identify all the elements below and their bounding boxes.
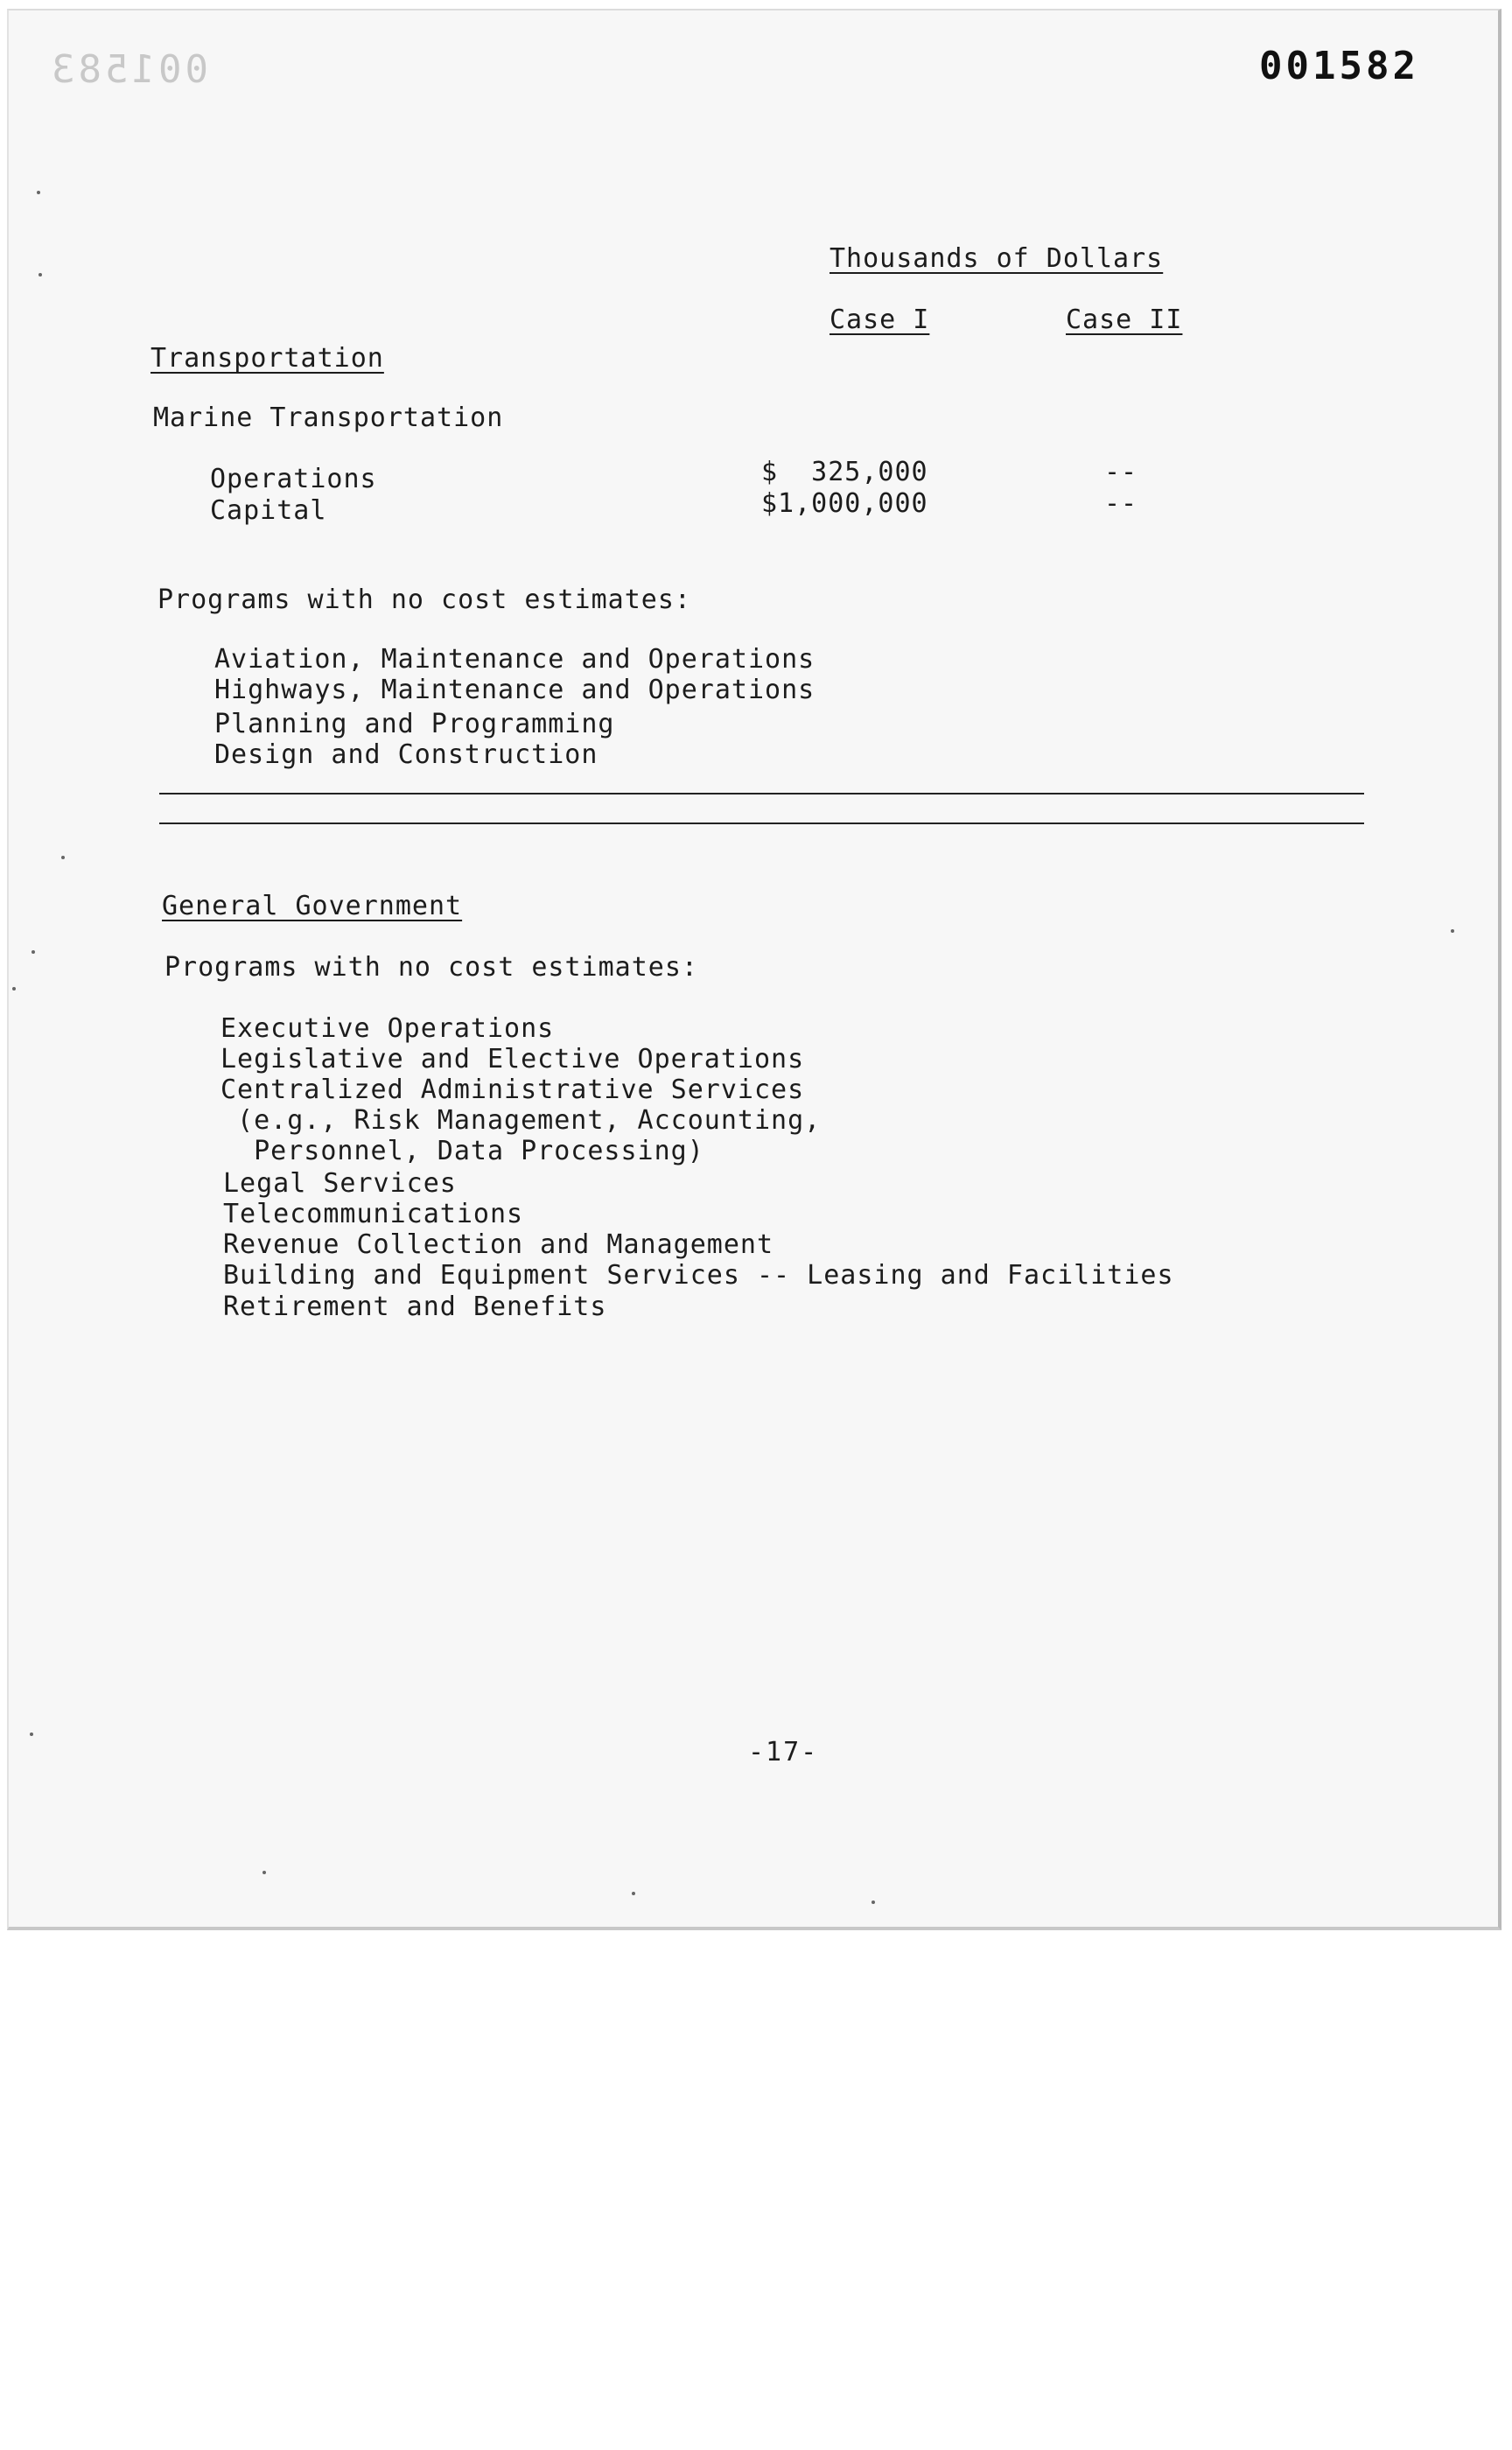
general-government-program: Retirement and Benefits <box>223 1292 607 1322</box>
capital-case-i-value: $1,000,000 <box>761 488 928 519</box>
general-government-heading: General Government <box>162 891 463 921</box>
general-government-program: Telecommunications <box>223 1199 524 1229</box>
general-government-program: (e.g., Risk Management, Accounting, <box>220 1105 822 1136</box>
general-government-program: Executive Operations <box>220 1013 555 1044</box>
capital-label: Capital <box>210 495 327 526</box>
operations-case-ii-value: -- <box>1104 457 1138 487</box>
scan-speck <box>37 191 40 194</box>
capital-case-ii-value: -- <box>1104 488 1138 519</box>
section-divider-rule <box>159 793 1364 794</box>
general-government-program: Revenue Collection and Management <box>223 1229 774 1260</box>
case-i-header: Case I <box>830 304 930 335</box>
general-government-program: Personnel, Data Processing) <box>220 1136 704 1166</box>
section-divider-rule <box>159 822 1364 824</box>
general-government-program: Legislative and Elective Operations <box>220 1044 805 1074</box>
transportation-program: Design and Construction <box>214 739 598 770</box>
scan-speck <box>61 856 65 859</box>
scan-speck <box>30 1732 33 1736</box>
scan-speck <box>632 1892 635 1895</box>
operations-label: Operations <box>210 464 377 494</box>
page-number: -17- <box>748 1737 819 1768</box>
transportation-program: Highways, Maintenance and Operations <box>214 675 816 705</box>
marine-transportation-subheading: Marine Transportation <box>153 402 504 433</box>
transportation-heading: Transportation <box>150 343 384 374</box>
general-government-program: Legal Services <box>223 1168 457 1199</box>
case-ii-header: Case II <box>1066 304 1183 335</box>
document-number-stamp: 001582 <box>1259 44 1419 88</box>
scan-speck <box>1451 929 1454 933</box>
scan-speck <box>262 1871 266 1874</box>
scan-speck <box>872 1900 875 1904</box>
transportation-no-cost-heading: Programs with no cost estimates: <box>158 584 691 615</box>
transportation-program: Aviation, Maintenance and Operations <box>214 644 816 675</box>
scan-speck <box>38 273 42 276</box>
general-government-no-cost-heading: Programs with no cost estimates: <box>164 952 698 983</box>
bleed-through-stamp: 001583 <box>48 47 208 92</box>
operations-case-i-value: $ 325,000 <box>761 457 928 487</box>
units-header: Thousands of Dollars <box>830 243 1164 274</box>
scan-speck <box>12 987 16 990</box>
transportation-program: Planning and Programming <box>214 709 615 739</box>
scan-speck <box>32 950 35 954</box>
general-government-program: Building and Equipment Services -- Leasing and Facilities <box>223 1260 1174 1291</box>
general-government-program: Centralized Administrative Services <box>220 1074 805 1105</box>
